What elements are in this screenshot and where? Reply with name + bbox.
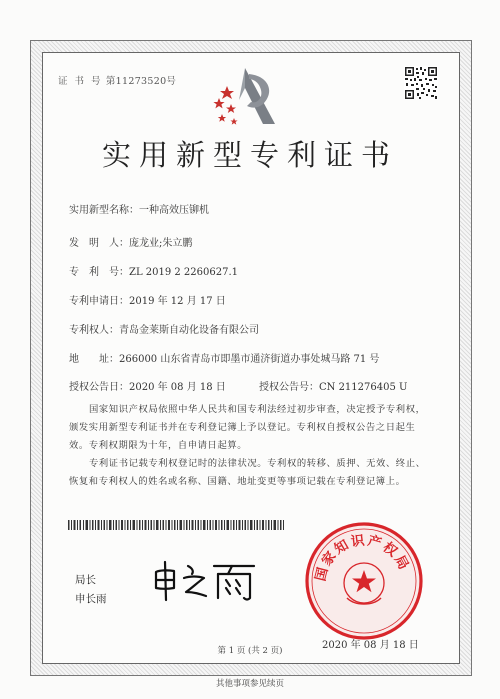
field-address [69, 350, 379, 365]
footer-note: 其他事项参见续页 [215, 679, 284, 689]
qr-code-icon [404, 66, 438, 100]
certificate-number-value: 第11273520号 [105, 76, 177, 87]
page-title: 实用新型专利证书 [101, 138, 398, 172]
handwritten-signature [150, 558, 260, 602]
barcode-icon [68, 520, 284, 530]
field-label: 专利权人： [69, 325, 119, 336]
field-inventors [69, 234, 192, 249]
field-label: 专利申请日： [69, 296, 129, 307]
field-patentee [69, 321, 259, 336]
grant-pub-label: 授权公告号： [258, 382, 319, 393]
body-paragraph-2: 专利证书记载专利权登记时的法律状况。专利权的转移、质押、无效、终止、恢复和专利权人的姓名或名称、国籍、地址变更等事项记载在专利登记簿上。 [69, 458, 426, 487]
field-value: 2019 年 12 月 17 日 [129, 296, 226, 307]
field-value: ZL 2019 2 2260627.1 [129, 267, 239, 278]
field-label: 地 址： [69, 354, 119, 365]
field-patent-number [69, 263, 238, 278]
official-seal [303, 520, 425, 642]
body-paragraph-1: 国家知识产权局依照中华人民共和国专利法经过初步审查，决定授予专利权，颁发实用新型专利证书并在专利登记簿上予以登记。专利权自授权公告之日起生效。专利权期限为十年，自申请日起算。 [69, 404, 426, 451]
certificate-number-label: 证 书 号 [58, 76, 103, 87]
field-label: 专 利 号： [69, 267, 129, 278]
signatory-name: 申长雨 [75, 593, 107, 605]
grant-row [69, 378, 407, 393]
grant-pub-value: CN 211276405 U [318, 382, 408, 393]
seal-date: 2020 年 08 月 18 日 [322, 640, 419, 651]
field-value: 266000 山东省青岛市即墨市通济街道办事处城马路 71 号 [119, 354, 380, 365]
page-number: 第 1 页 (共 2 页) [217, 646, 283, 656]
field-value: 青岛金莱斯自动化设备有限公司 [119, 325, 259, 336]
certificate-number [58, 73, 176, 87]
field-label: 发 明 人： [69, 238, 129, 249]
grant-date-label: 授权公告日： [69, 382, 129, 393]
grant-date-value: 2020 年 08 月 18 日 [129, 382, 226, 393]
field-label: 实用新型名称： [69, 205, 139, 216]
seal-text: 国家知识产权局 [312, 532, 413, 583]
signatory-role: 局长 [75, 574, 96, 586]
cnipa-emblem-icon [205, 62, 285, 132]
field-value: 一种高效压铆机 [139, 205, 209, 216]
field-value: 庞龙业;朱立鹏 [129, 238, 193, 249]
field-application-date [69, 292, 226, 307]
field-utility-model-name [69, 201, 209, 216]
